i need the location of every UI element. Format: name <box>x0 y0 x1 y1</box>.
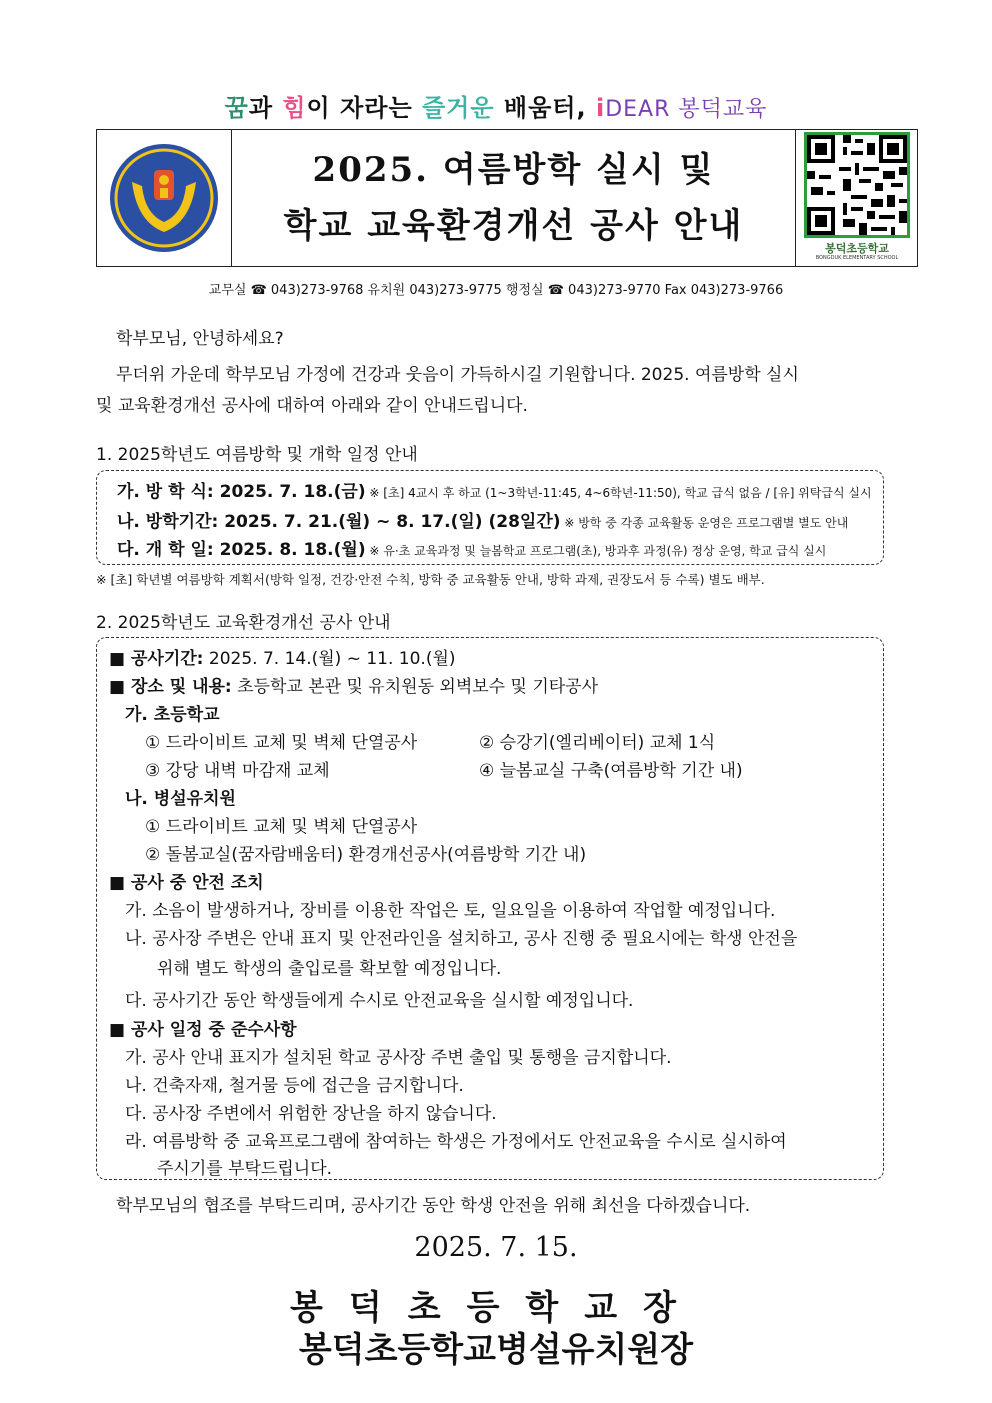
list-item-continued: 위해 별도 학생의 출입로를 확보할 예정입니다. <box>157 959 502 979</box>
section-2-title: 2. 2025학년도 교육환경개선 공사 안내 <box>96 613 391 633</box>
construction-info-box <box>96 637 884 1180</box>
qr-code-icon[interactable] <box>804 132 910 238</box>
rules-title: ■ 공사 일정 중 준수사항 <box>109 1020 297 1040</box>
principal-signature: 봉덕초등학교장 <box>290 1288 702 1328</box>
intro-line-2: 및 교육환경개선 공사에 대하여 아래와 같이 안내드립니다. <box>96 396 528 416</box>
list-item: ① 드라이비트 교체 및 벽체 단열공사 <box>145 733 418 753</box>
schedule-row <box>117 477 872 502</box>
section-1-footnote: ※ [초] 학년별 여름방학 계획서(방학 일정, 건강·안전 수칙, 방학 중 교육활동 안내, 방학 과제, 권장도서 등 수록) 별도 배부. <box>96 572 765 587</box>
list-item: ② 승강기(엘리베이터) 교체 1식 <box>479 733 716 753</box>
list-item: 다. 공사장 주변에서 위험한 장난을 하지 않습니다. <box>125 1104 497 1124</box>
contact-line: 교무실 ☎ 043)273-9768 유치원 043)273-9775 행정실 ☎ 043)273-9770 Fax 043)273-9766 <box>208 283 784 298</box>
list-item: 나. 공사장 주변은 안내 표지 및 안전라인을 설치하고, 공사 진행 중 필요시에는 학생 안전을 <box>125 929 798 949</box>
school-emblem-icon <box>97 130 232 266</box>
document-title <box>232 130 795 266</box>
schedule-value: 2025. 7. 18.(금) <box>213 482 366 502</box>
qr-school-name: 봉덕초등학교 <box>825 242 889 255</box>
intro-line-1: 무더위 가운데 학부모님 가정에 건강과 웃음이 가득하시길 기원합니다. 2025. 여름방학 실시 <box>116 365 799 385</box>
slogan-part: 꿈 <box>224 94 249 122</box>
place-row <box>109 672 598 697</box>
kindergarten-principal-signature: 봉덕초등학교병설유치원장 <box>298 1330 694 1370</box>
list-item: 라. 여름방학 중 교육프로그램에 참여하는 학생은 가정에서도 안전교육을 수시로 실시하여 <box>125 1132 787 1152</box>
school-logo-cell <box>97 130 232 266</box>
closing-text: 학부모님의 협조를 부탁드리며, 공사기간 동안 학생 안전을 위해 최선을 다하겠습니다. <box>116 1196 751 1216</box>
schedule-value: 2025. 7. 21.(월) ~ 8. 17.(일) (28일간) <box>218 512 561 532</box>
schedule-label: 가. 방 학 식: <box>117 482 214 502</box>
slogan-part: 배움터, <box>494 94 596 122</box>
greeting: 학부모님, 안녕하세요? <box>116 329 284 349</box>
safety-title: ■ 공사 중 안전 조치 <box>109 873 264 893</box>
slogan <box>0 88 992 123</box>
title-line-2: 학교 교육환경개선 공사 안내 <box>283 206 744 246</box>
qr-school-name-en: BONGDUK ELEMENTARY SCHOOL <box>815 255 899 261</box>
document-date: 2025. 7. 15. <box>414 1232 578 1263</box>
title-line-1: 2025. 여름방학 실시 및 <box>312 150 715 190</box>
list-item: 나. 건축자재, 철거물 등에 접근을 금지합니다. <box>125 1076 464 1096</box>
slogan-part: 즐거운 <box>422 94 495 122</box>
elementary-title: 가. 초등학교 <box>125 705 220 725</box>
list-item: 가. 소음이 발생하거나, 장비를 이용한 작업은 토, 일요일을 이용하여 작업할 예정입니다. <box>125 901 776 921</box>
section-1-title: 1. 2025학년도 여름방학 및 개학 일정 안내 <box>96 445 418 465</box>
schedule-label: 나. 방학기간: <box>117 512 219 532</box>
slogan-dear-i: i <box>595 94 606 122</box>
slogan-part: 과 <box>248 94 283 122</box>
list-item: ④ 늘봄교실 구축(여름방학 기간 내) <box>479 761 743 781</box>
list-item: ① 드라이비트 교체 및 벽체 단열공사 <box>145 817 418 837</box>
schedule-note: ※ [초] 4교시 후 하교 (1~3학년-11:45, 4~6학년-11:50), 학교 급식 없음 / [유] 위탁급식 실시 <box>365 486 872 500</box>
period-value: 2025. 7. 14.(월) ~ 11. 10.(월) <box>203 649 456 669</box>
schedule-value: 2025. 8. 18.(월) <box>213 540 366 560</box>
schedule-row <box>117 535 826 560</box>
schedule-note: ※ 방학 중 각종 교육활동 운영은 프로그램별 별도 안내 <box>560 516 849 530</box>
list-item: ② 돌봄교실(꿈자람배움터) 환경개선공사(여름방학 기간 내) <box>145 845 587 865</box>
place-value: 초등학교 본관 및 유치원동 외벽보수 및 기타공사 <box>231 677 599 697</box>
slogan-dear: DEAR 봉덕교육 <box>605 97 768 122</box>
list-item: ③ 강당 내벽 마감재 교체 <box>145 761 330 781</box>
list-item: 가. 공사 안내 표지가 설치된 학교 공사장 주변 출입 및 통행을 금지합니다. <box>125 1048 672 1068</box>
slogan-part: 이 자라는 <box>306 94 422 122</box>
qr-cell <box>795 130 917 266</box>
period-row <box>109 644 456 669</box>
kindergarten-title: 나. 병설유치원 <box>125 789 236 809</box>
header-box <box>96 129 918 267</box>
schedule-row <box>117 507 848 532</box>
place-label: ■ 장소 및 내용: <box>109 677 232 697</box>
schedule-label: 다. 개 학 일: <box>117 540 214 560</box>
period-label: ■ 공사기간: <box>109 649 204 669</box>
list-item: 다. 공사기간 동안 학생들에게 수시로 안전교육을 실시할 예정입니다. <box>125 991 634 1011</box>
schedule-note: ※ 유·초 교육과정 및 늘봄학교 프로그램(초), 방과후 과정(유) 정상 운영, 학교 급식 실시 <box>365 544 827 558</box>
list-item-continued: 주시기를 부탁드립니다. <box>157 1159 333 1179</box>
vacation-schedule-box <box>96 470 884 565</box>
slogan-part: 힘 <box>282 94 307 122</box>
